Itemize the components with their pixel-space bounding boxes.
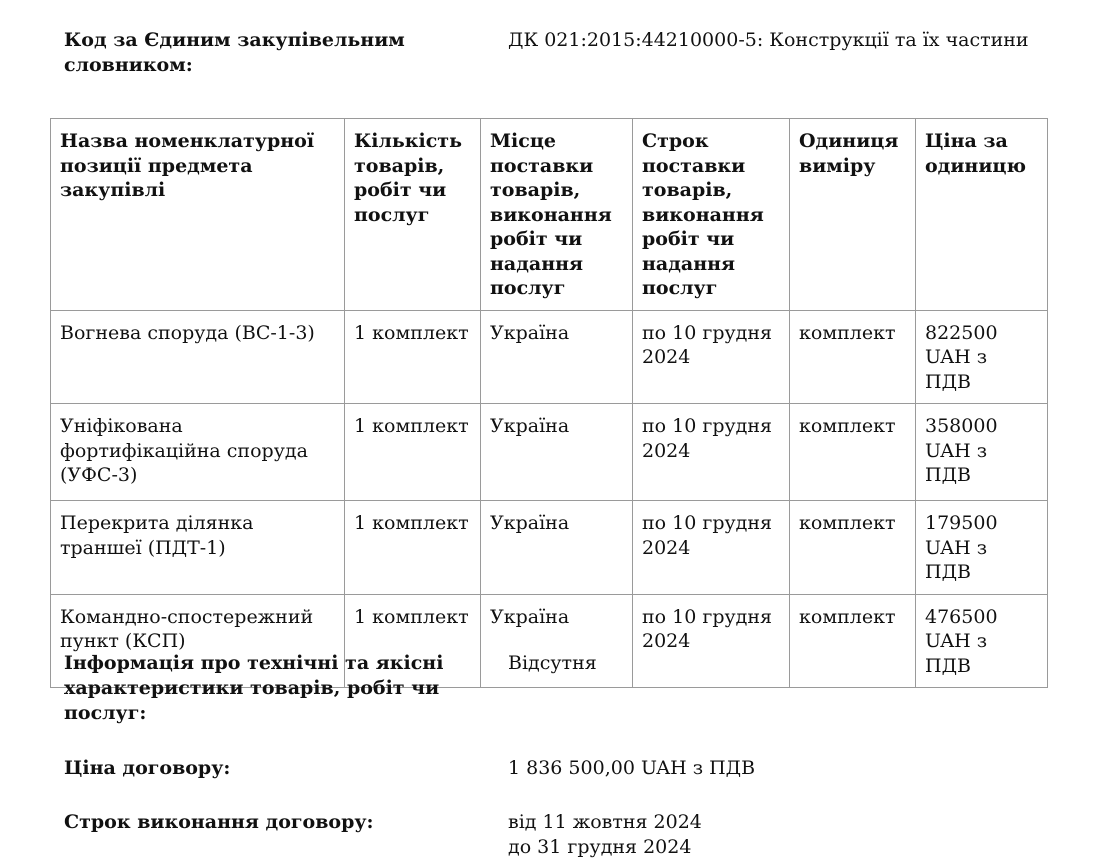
cell-unit-price: 358000 UAH з ПДВ (916, 404, 1048, 501)
header-unit-price: Ціна за одиницю (916, 119, 1048, 311)
cell-delivery-term: по 10 грудня 2024 (633, 404, 790, 501)
table-row (51, 310, 1048, 404)
cell-quantity: 1 комплект (345, 310, 481, 404)
cell-unit: комплект (790, 501, 916, 595)
cell-unit: комплект (790, 594, 916, 688)
cell-delivery-term: по 10 грудня 2024 (633, 310, 790, 404)
contract-term-value (508, 810, 1048, 860)
header-delivery-term: Строк поставки товарів, виконання робіт чи надання послуг (633, 119, 790, 311)
contract-price-row (64, 756, 1054, 782)
tech-info-label: Інформація про технічні та якісні характеристики товарів, робіт чи послуг: (64, 652, 444, 724)
cell-delivery-term: по 10 грудня 2024 (633, 594, 790, 688)
cell-unit-price: 822500 UAH з ПДВ (916, 310, 1048, 404)
table-row (51, 501, 1048, 595)
header-quantity: Кількість товарів, робіт чи послуг (345, 119, 481, 311)
cell-delivery-place: Україна (481, 501, 633, 595)
contract-term-label: Строк виконання договору: (64, 811, 374, 833)
cell-quantity: 1 комплект (345, 404, 481, 501)
cell-item-name: Перекрита ділянка траншеї (ПДТ-1) (51, 501, 345, 595)
contract-term-row (64, 810, 1054, 862)
table-row (51, 404, 1048, 501)
cell-delivery-place: Україна (481, 404, 633, 501)
cell-item-name: Вогнева споруда (ВС-1-3) (51, 310, 345, 404)
items-table (50, 118, 1048, 688)
table-header-row (51, 119, 1048, 311)
cell-unit: комплект (790, 310, 916, 404)
header-unit: Одиниця виміру (790, 119, 916, 311)
cpv-value: ДК 021:2015:44210000-5: Конструкції та їх частини (508, 29, 1029, 51)
contract-price-value: 1 836 500,00 UAH з ПДВ (508, 757, 756, 779)
contract-term-to: до 31 грудня 2024 (508, 836, 692, 858)
cell-quantity: 1 комплект (345, 594, 481, 688)
cell-unit-price: 179500 UAH з ПДВ (916, 501, 1048, 595)
tech-info-value: Відсутня (508, 652, 597, 674)
header-delivery-place: Місце поставки товарів, виконання робіт чи надання послуг (481, 119, 633, 311)
cell-delivery-term: по 10 грудня 2024 (633, 501, 790, 595)
cell-item-name: Уніфікована фортифікаційна споруда (УФС-3) (51, 404, 345, 501)
cell-quantity: 1 комплект (345, 501, 481, 595)
header-item-name: Назва номенклатурної позиції предмета закупівлі (51, 119, 345, 311)
contract-term-from: від 11 жовтня 2024 (508, 811, 702, 833)
cpv-label: Код за Єдиним закупівельним словником: (64, 29, 405, 76)
tech-info-row (64, 651, 1054, 729)
cell-delivery-place: Україна (481, 310, 633, 404)
cell-delivery-place: Україна (481, 594, 633, 688)
contract-price-label: Ціна договору: (64, 757, 231, 779)
cell-item-name: Командно-спостережний пункт (КСП) (51, 594, 345, 688)
cpv-row (64, 28, 1054, 80)
cell-unit: комплект (790, 404, 916, 501)
cell-unit-price: 476500 UAH з ПДВ (916, 594, 1048, 688)
